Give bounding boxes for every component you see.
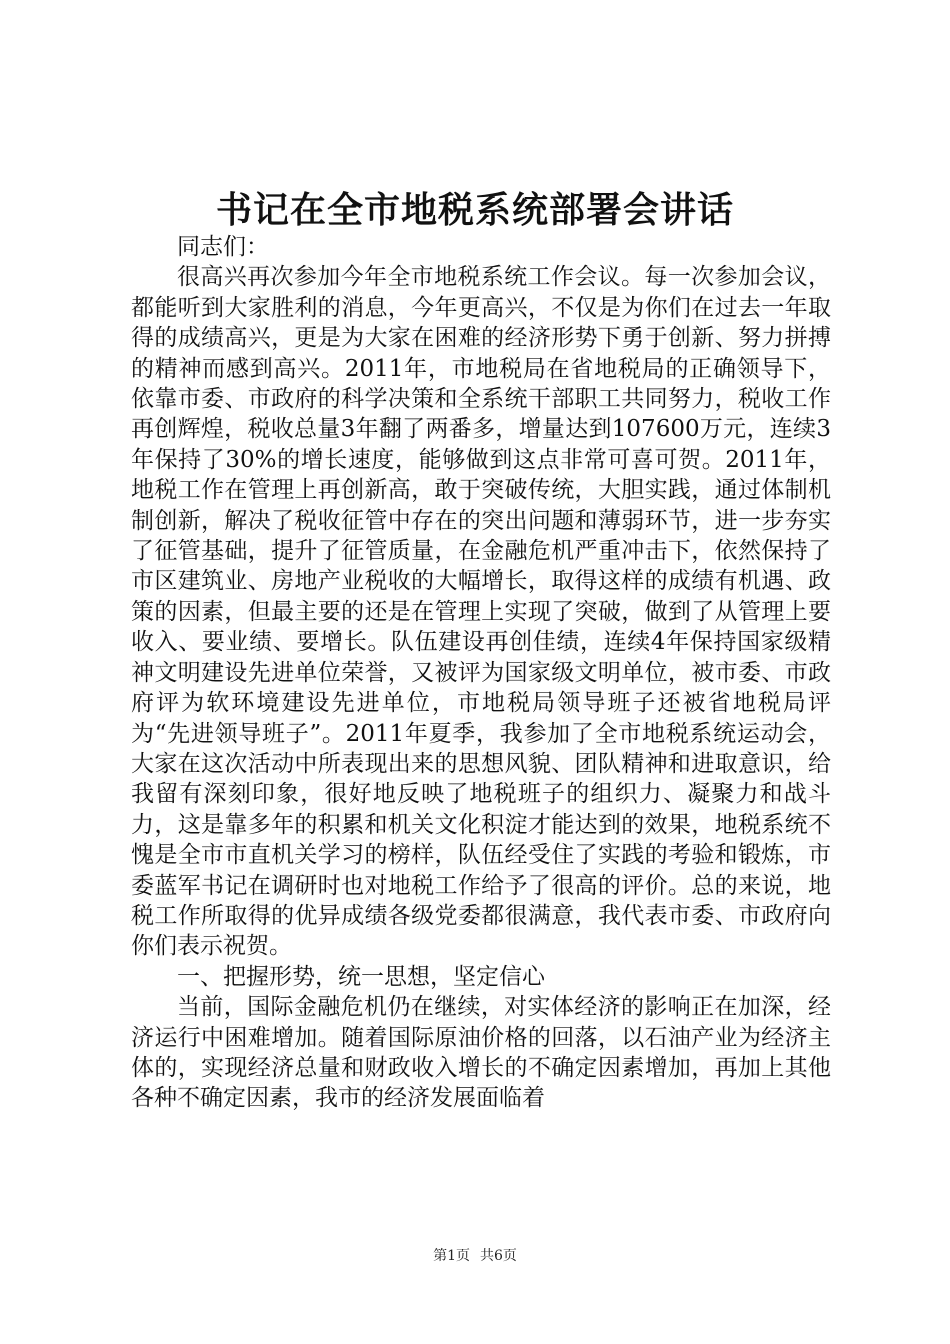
document-title: 书记在全市地税系统部署会讲话 bbox=[215, 189, 734, 231]
body-paragraph: 当前，国际金融危机仍在继续，对实体经济的影响正在加深，经济运行中困难增加。随着国际原油价格的回落，以石油产业为经济主体的，实现经济总量和财政收入增长的不确定因素增加，再加上其他各种不确定因素，我市的经济发展面临着 bbox=[131, 994, 831, 1112]
salutation-paragraph: 同志们： bbox=[177, 234, 269, 260]
section-heading: 一、把握形势，统一思想，坚定信心 bbox=[177, 963, 545, 990]
document-body bbox=[131, 232, 831, 1114]
page-number: 第1页 bbox=[433, 1248, 470, 1264]
page-footer bbox=[0, 1245, 950, 1265]
body-paragraph: 很高兴再次参加今年全市地税系统工作会议。每一次参加会议，都能听到大家胜利的消息，今年更高兴，不仅是为你们在过去一年取得的成绩高兴，更是为大家在困难的经济形势下勇于创新、努力拼搏的精神而感到高兴。2011年，市地税局在省地税局的正确领导下，依靠市委、市政府的科学决策和全系统干部职工共同努力，税收工作再创辉煌，税收总量3年翻了两番多，增量达到107600万元，连续3年保持了30%的增长速度，能够做到这点非常可喜可贺。2011年，地税工作在管理上再创新高，敢于突破传统，大胆实践，通过体制机制创新，解决了税收征管中存在的突出问题和薄弱环节，进一步夯实了征管基础，提升了征管质量，在金融危机严重冲击下，依然保持了市区建筑业、房地产业税收的大幅增长，取得这样的成绩有机遇、政策的因素，但最主要的还是在管理上实现了突破，做到了从管理上要收入、要业绩、要增长。队伍建设再创佳绩，连续4年保持国家级精神文明建设先进单位荣誉，又被评为国家级文明单位，被市委、市政府评为软环境建设先进单位，市地税局领导班子还被省地税局评为“先进领导班子”。2011年夏季，我参加了全市地税系统运动会，大家在这次活动中所表现出来的思想风貌、团队精神和进取意识，给我留有深刻印象，很好地反映了地税班子的组织力、凝聚力和战斗力，这是靠多年的积累和机关文化积淀才能达到的效果，地税系统不愧是全市市直机关学习的榜样，队伍经受住了实践的考验和锻炼，市委蓝军书记在调研时也对地税工作给予了很高的评价。总的来说，地税工作所取得的优异成绩各级党委都很满意，我代表市委、市政府向你们表示祝贺。 bbox=[131, 264, 831, 960]
page-total: 共6页 bbox=[480, 1248, 517, 1264]
